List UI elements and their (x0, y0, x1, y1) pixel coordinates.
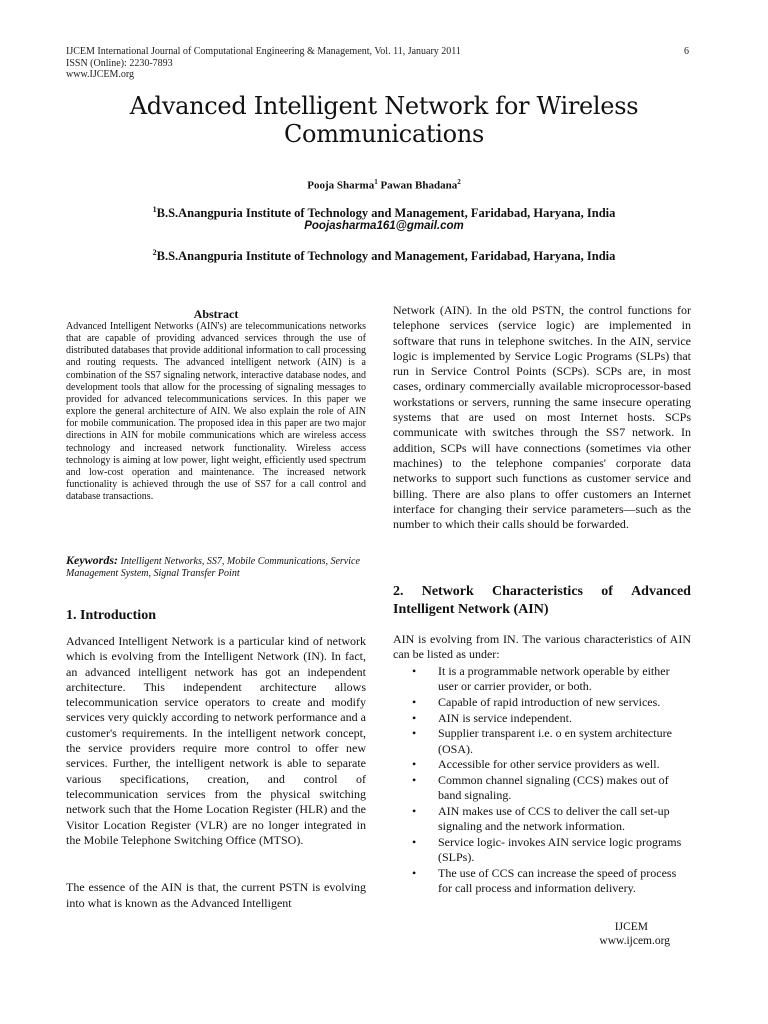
journal-name: IJCEM International Journal of Computational Engineering & Management, Vol. 11, January 2011 (66, 46, 461, 57)
title-line-2: Communications (283, 120, 484, 148)
section-2-heading-line-1 (393, 583, 691, 601)
bullet-icon: • (412, 694, 417, 709)
list-item: • Service logic- invokes AIN service logic programs (SLPs). (412, 835, 682, 865)
list-item: • The use of CCS can increase the speed of process for call process and information delivery. (412, 865, 677, 896)
section-2-word-3: Characteristics (492, 584, 583, 599)
affiliation-2-text: B.S.Anangpuria Institute of Technology and Management, Faridabad, Haryana, India (156, 249, 616, 264)
bullet-icon: • (412, 804, 417, 819)
bullet-icon: • (412, 835, 417, 849)
right-column-paragraph: Network (AIN). In the old PSTN, the control functions for telephone services (service logic) are implemented in software that runs in telephone switches. In the AIN, service logic is implemented by Service Logic Programs (SLPs) that run in Service Control Points (SCPs). SCPs are, in most cases, ordinary commercially available microprocessor-based workstations or servers, running the same insecure operating systems that are used on most Internet hosts. SCPs communicate with switches through the SS7 network. In addition, SCPs will have connections (sometimes via other machines) to the telephone companies' corporate data networks to support such functions as customer service and billing. There are also plans to offer customers an Internet interface for changing their service parameters—such as the number to which their calls should be forwarded. (393, 303, 691, 532)
journal-header (66, 46, 461, 81)
affiliation-1-text: B.S.Anangpuria Institute of Technology and Management, Faridabad, Haryana, India (156, 206, 616, 221)
affiliation-2-sup: 2 (152, 248, 157, 257)
list-item: • AIN is service independent. (412, 710, 572, 725)
section-2-heading (393, 583, 691, 619)
section-1-heading: 1. Introduction (66, 608, 156, 623)
introduction-paragraph-1: Advanced Intelligent Network is a particular kind of network which is evolving from the Intelligent Network (IN). In fact, an advanced intelligent network has got an independent architecture. This independent architecture allows telecommunication service operators to create and modify services very quickly according to network performance and a customer's requirements. In the intelligent network concept, the service providers require more control to offer new services. Further, the intelligent network is able to separate various specifications, creation, and control of telecommunication services from the physical switching network such that the Home Location Register (HLR) and the Visitor Location Register (VLR) are no longer integrated in the Mobile Telephone Switching Office (MTSO). (66, 634, 366, 847)
page-number: 6 (684, 46, 689, 57)
list-item: • Common channel signaling (CCS) makes out of band signaling. (412, 773, 669, 803)
abstract-heading: Abstract (193, 307, 239, 321)
author-2-sup: 2 (457, 178, 461, 186)
section-2-heading-line-2: Intelligent Network (AIN) (393, 602, 549, 617)
author-1: Pooja Sharma (307, 179, 375, 192)
bullet-icon: • (412, 757, 417, 772)
list-item: • Capable of rapid introduction of new services. (412, 694, 661, 709)
section-2-word-4: of (601, 584, 613, 599)
affiliation-1 (0, 205, 768, 221)
list-item: • Supplier transparent i.e. o en system architecture (OSA). (412, 726, 672, 756)
footer-website: www.ijcem.org (599, 935, 670, 947)
keywords-label: Keywords: (66, 553, 118, 567)
characteristics-list (393, 664, 691, 897)
affiliation-1-sup: 1 (152, 205, 157, 214)
keywords (66, 554, 366, 580)
author-email[interactable]: Poojasharma161@gmail.com (304, 220, 464, 232)
bullet-icon: • (412, 773, 417, 788)
section-2-intro: AIN is evolving from IN. The various characteristics of AIN can be listed as under: (393, 632, 691, 662)
list-item: • Accessible for other service providers as well. (412, 757, 660, 772)
author-1-sup: 1 (374, 178, 378, 186)
introduction-paragraph-2: The essence of the AIN is that, the current PSTN is evolving into what is known as the Advanced Intelligent (66, 880, 366, 910)
issn: ISSN (Online): 2230-7893 (66, 57, 173, 69)
list-item: • AIN makes use of CCS to deliver the call set-up signaling and the network information. (412, 804, 670, 834)
page-footer (560, 920, 670, 948)
list-item: • It is a programmable network operable by either user or carrier provider, or both. (412, 664, 670, 694)
bullet-icon: • (412, 726, 417, 741)
bullet-icon: • (412, 865, 417, 880)
author-2: Pawan Bhadana (377, 179, 458, 192)
journal-website: www.IJCEM.org (66, 69, 135, 80)
bullet-icon: • (412, 710, 417, 725)
bullet-icon: • (412, 664, 417, 678)
author-list (0, 178, 768, 192)
footer-journal: IJCEM (614, 921, 648, 933)
section-2-word-1: 2. (393, 584, 404, 599)
keywords-list: Intelligent Networks, SS7, Mobile Communications, Service Management System, Signal Transfer Point (66, 556, 360, 579)
title-line-1: Advanced Intelligent Network for Wireless (129, 92, 639, 120)
affiliation-2 (0, 248, 768, 264)
section-2-word-5: Advanced (631, 584, 691, 599)
section-2-word-2: Network (421, 584, 474, 599)
paper-title (80, 92, 688, 148)
abstract-body: Advanced Intelligent Networks (AIN's) are telecommunications networks that are capable of providing advanced services through the use of distributed databases that provide additional information to call processing and routing requests. The advanced intelligent network (AIN) is a combination of the SS7 signaling network, interactive database nodes, and development tools that allow for the processing of signaling messages to provided for advanced telecommunications services. In this paper we explore the general architecture of AIN. We also explain the role of AIN for mobile communication. The proposed idea in this paper are two major directions in AIN for mobile communications which are wireless access technology and increased network functionality. Wireless access technology is aiming at low power, light weight, efficiently used spectrum and low-cost operation and maintenance. The increased network functionality is achieved through the use of SS7 for a call control and database transactions. (66, 321, 366, 503)
